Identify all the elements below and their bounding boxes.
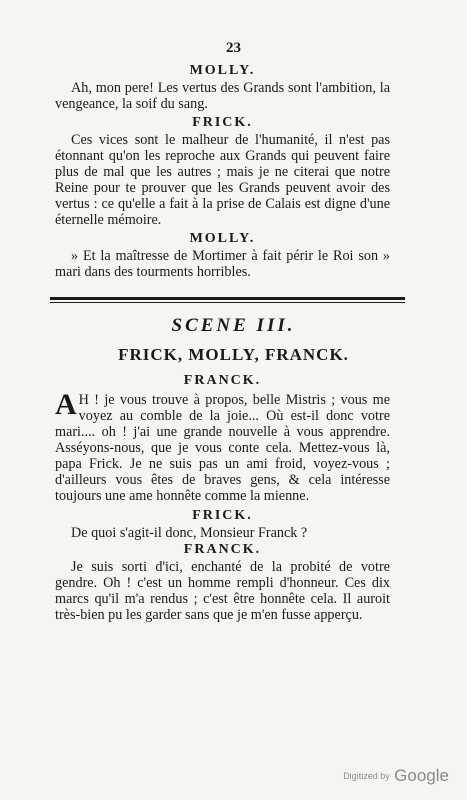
page-number: 23 <box>226 40 241 56</box>
drop-cap: A <box>55 388 77 421</box>
line-frick-2: De quoi s'agit-il donc, Monsieur Franck ? <box>71 525 308 541</box>
section-divider <box>50 297 405 305</box>
speaker-molly-2: MOLLY. <box>189 231 256 246</box>
digitized-label: Digitized by <box>343 771 390 781</box>
divider-thick <box>50 297 405 300</box>
speaker-molly: MOLLY. <box>189 63 256 78</box>
line-molly-2: » Et la maîtresse de Mortimer à fait périr le Roi son » mari dans des tourments horribles. <box>55 248 390 280</box>
speaker-franck: FRANCK. <box>183 373 262 388</box>
line-frick-1: Ces vices sont le malheur de l'humanité, il n'est pas étonnant qu'on les reproche aux Grands qui peuvent faire plus de mal que les autres ; mais je ne citerai que notre Reine pour te prouver que les Grands peuvent avoir des vertus : ce qu'elle a fait à la prise de Calais est digne d'une éternelle mémoire. <box>55 132 390 228</box>
cast-list: FRICK, MOLLY, FRANCK. <box>118 345 349 364</box>
speaker-frick: FRICK. <box>192 115 253 130</box>
line-franck-2: Je suis sorti d'ici, enchanté de la probité de votre gendre. Oh ! c'est un homme rempli d'honneur. Ces dix marcs qu'il m'a rendus ; c'est être honnête cela. Il auroit très-bien pu les garder sans que je m'en fusse apperçu. <box>55 559 390 623</box>
speaker-frick-2: FRICK. <box>192 508 253 523</box>
scene-title: SCENE III. <box>171 315 296 336</box>
digitized-watermark <box>343 766 449 786</box>
dialogue-block-bottom <box>55 372 390 623</box>
line-molly-1: Ah, mon pere! Les vertus des Grands sont l'ambition, la vengeance, la soif du sang. <box>55 80 390 112</box>
speaker-franck-2: FRANCK. <box>183 542 262 557</box>
google-logo: Google <box>394 766 449 785</box>
dialogue-block-top <box>55 62 390 280</box>
line-franck-1: A H ! je vous trouve à propos, belle Mistris ; vous me voyez au comble de la joie... Où est-il donc votre mari.... oh ! j'ai une grande nouvelle à vous apprendre. Asséyons-nous, que je vous conte cela. Mettez-vous là, papa Frick. Je ne suis pas un ami froid, voyez-vous ; d'ailleurs vous êtes de braves gens, & cela intéresse toujours une ame honnête comme la mienne. <box>55 388 390 504</box>
divider-thin <box>50 302 405 303</box>
